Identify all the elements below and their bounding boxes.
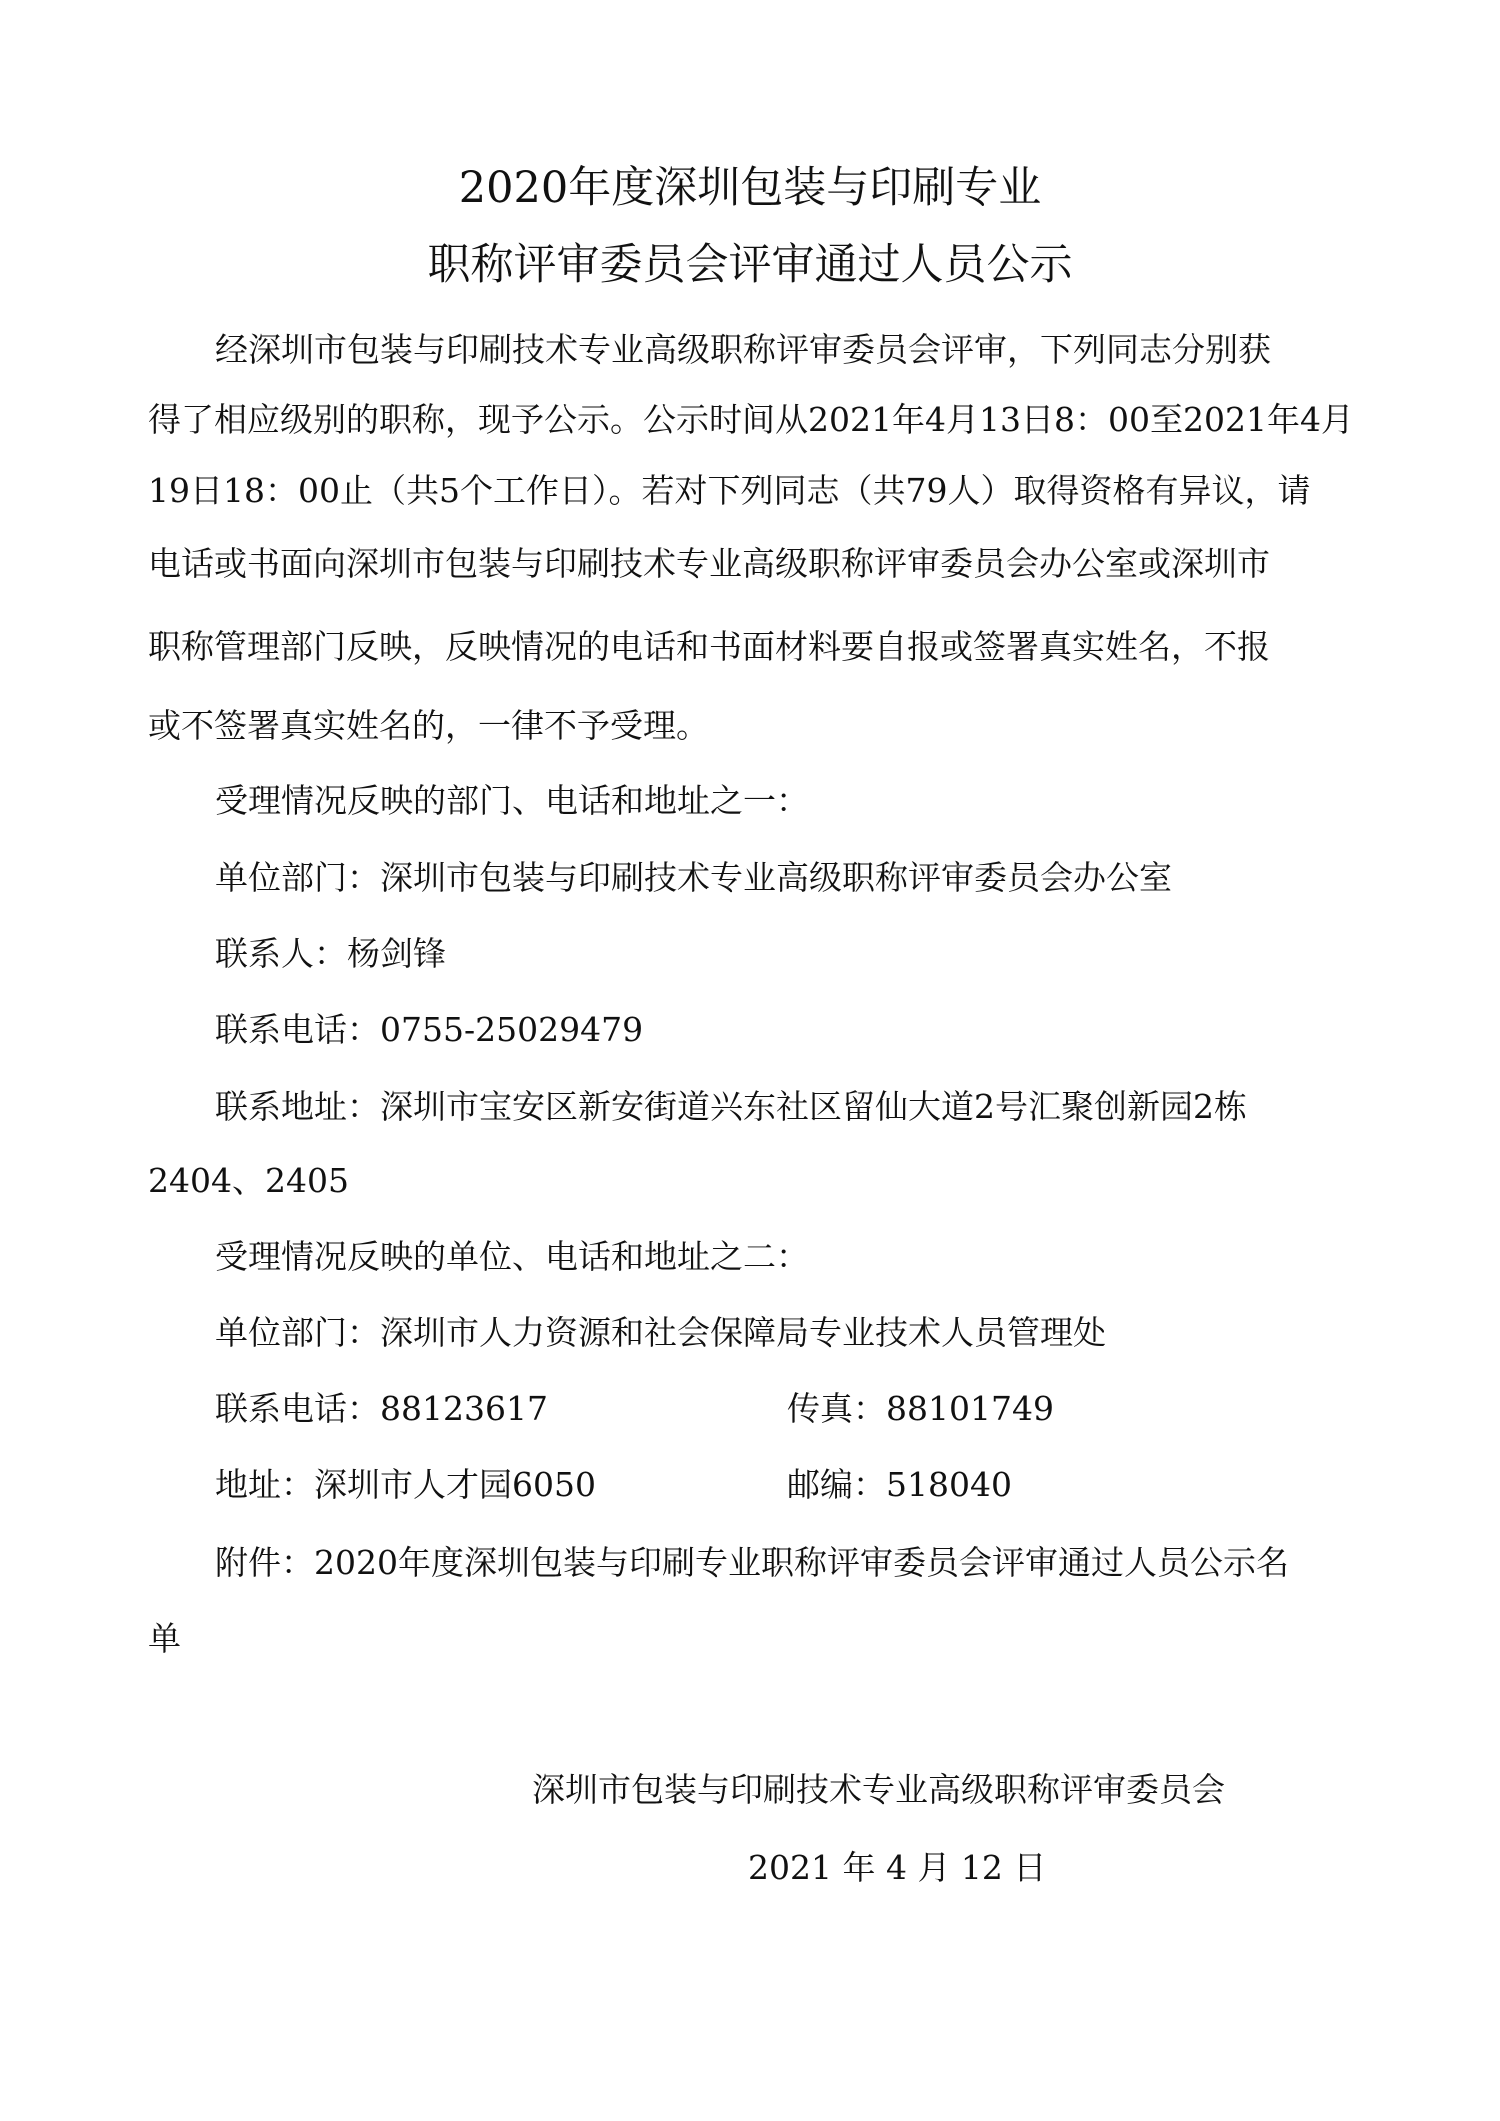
intro-line: 经深圳市包装与印刷技术专业高级职称评审委员会评审，下列同志分别获 (215, 330, 1271, 369)
contact1-address-cont: 2404、2405 (148, 1161, 349, 1200)
contact2-postcode: 邮编：518040 (787, 1465, 1012, 1504)
intro-line: 电话或书面向深圳市包装与印刷技术专业高级职称评审委员会办公室或深圳市 (148, 544, 1270, 583)
intro-line: 或不签署真实姓名的，一律不予受理。 (148, 706, 709, 745)
contact2-heading: 受理情况反映的单位、电话和地址之二： (215, 1237, 809, 1276)
contact2-dept: 单位部门：深圳市人力资源和社会保障局专业技术人员管理处 (215, 1313, 1106, 1352)
signature-date: 2021 年 4 月 12 日 (748, 1848, 1047, 1887)
intro-line: 19日18：00止（共5个工作日）。若对下列同志（共79人）取得资格有异议，请 (148, 471, 1311, 510)
contact1-dept: 单位部门：深圳市包装与印刷技术专业高级职称评审委员会办公室 (215, 858, 1172, 897)
contact2-address: 地址：深圳市人才园6050 (215, 1465, 596, 1504)
contact1-address: 联系地址：深圳市宝安区新安街道兴东社区留仙大道2号汇聚创新园2栋 (215, 1087, 1247, 1126)
document-title-line-2: 职称评审委员会评审通过人员公示 (427, 240, 1073, 290)
contact2-phone: 联系电话：88123617 (215, 1389, 548, 1428)
contact1-phone: 联系电话：0755-25029479 (215, 1010, 644, 1049)
contact1-person: 联系人：杨剑锋 (215, 934, 446, 973)
attachment-line: 附件：2020年度深圳包装与印刷专业职称评审委员会评审通过人员公示名 (215, 1543, 1289, 1582)
contact1-heading: 受理情况反映的部门、电话和地址之一： (215, 781, 809, 820)
signature-organization: 深圳市包装与印刷技术专业高级职称评审委员会 (532, 1770, 1225, 1809)
document-title-line-1: 2020年度深圳包装与印刷专业 (458, 163, 1042, 213)
intro-line: 职称管理部门反映，反映情况的电话和书面材料要自报或签署真实姓名，不报 (148, 627, 1270, 666)
contact2-fax: 传真：88101749 (787, 1389, 1054, 1428)
attachment-line-cont: 单 (148, 1619, 181, 1658)
intro-line: 得了相应级别的职称，现予公示。公示时间从2021年4月13日8：00至2021年4月 (148, 400, 1354, 439)
